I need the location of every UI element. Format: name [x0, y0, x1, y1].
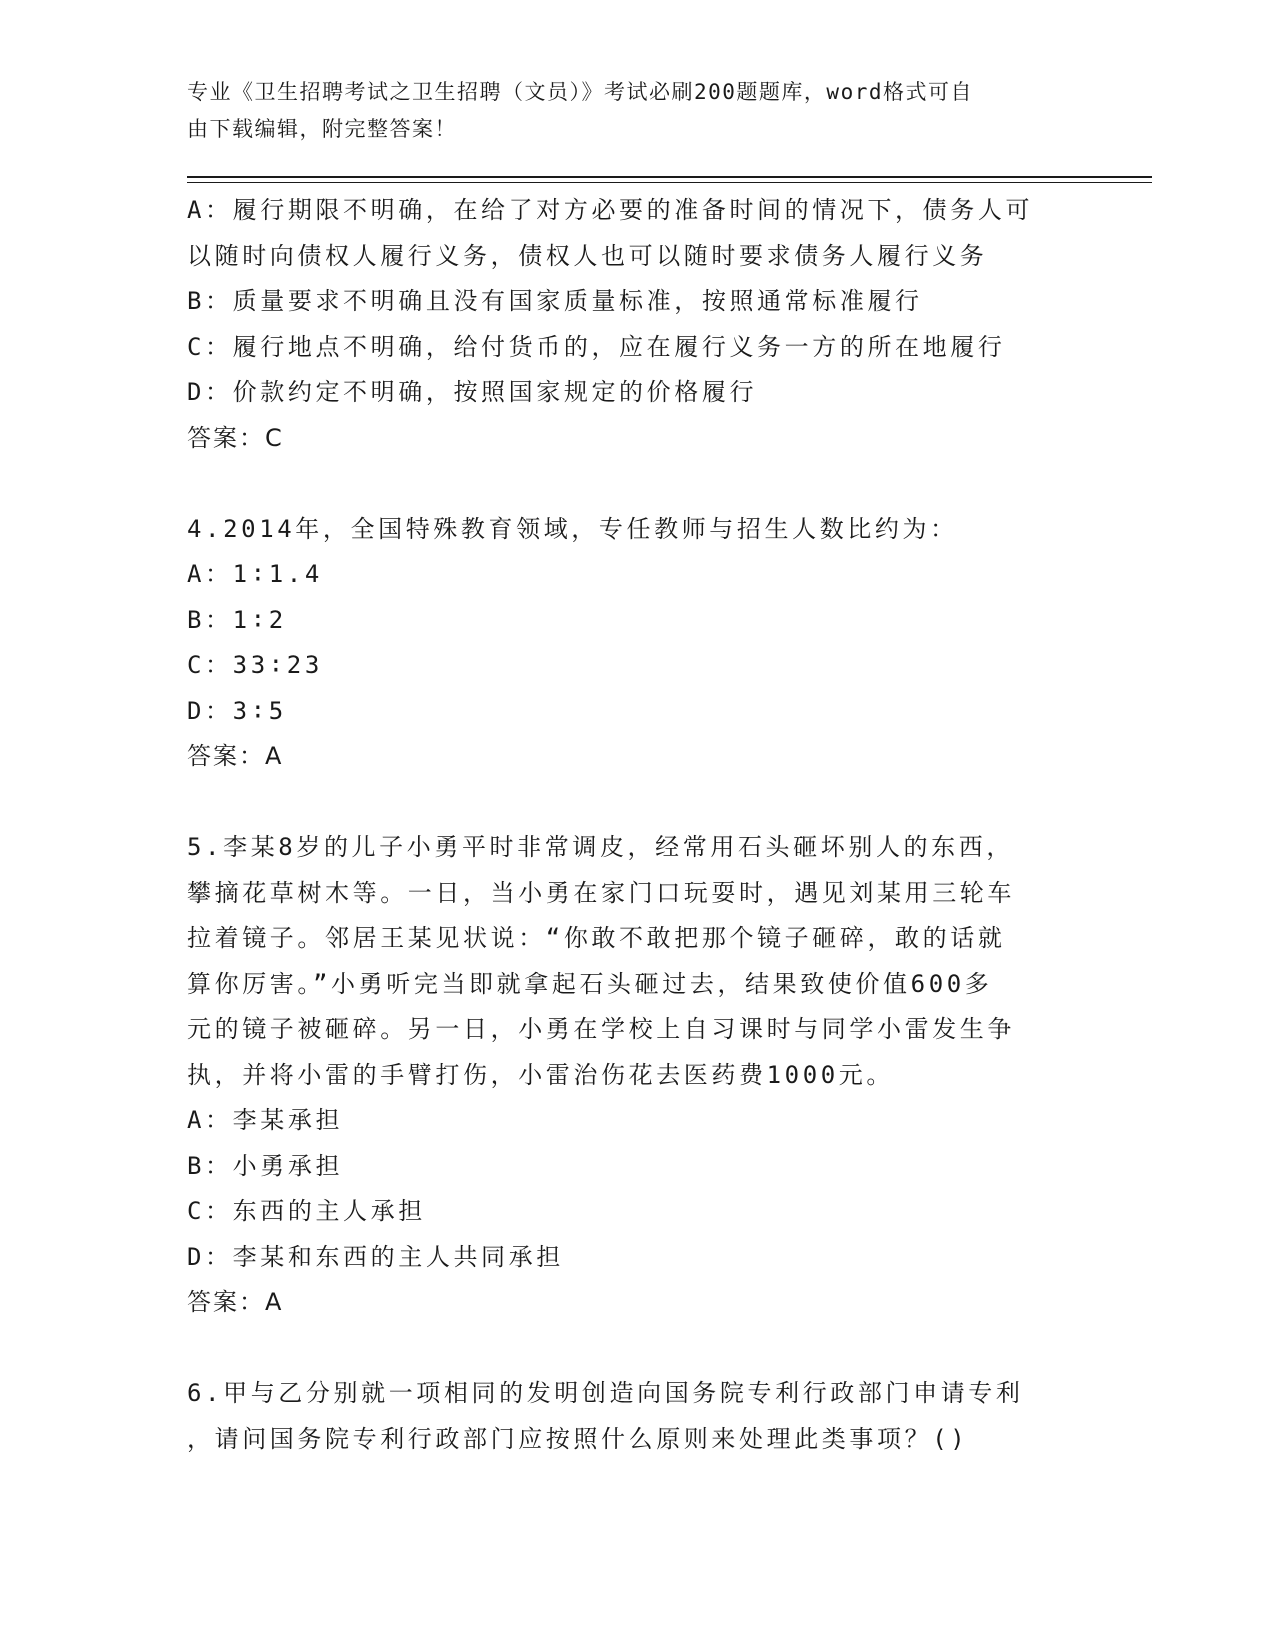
question-stem-line-5: 元的镜子被砸碎。另一日，小勇在学校上自习课时与同学小雷发生争: [187, 1015, 1015, 1043]
document-header: [187, 74, 1067, 148]
question-list: [187, 188, 1067, 1462]
option-a: A：1∶1.4: [187, 560, 323, 588]
question-4: [187, 507, 1067, 780]
header-divider-thick: [187, 176, 1152, 178]
answer: 答案：A: [187, 1288, 284, 1316]
question-stem-line-2: ，请问国务院专利行政部门应按照什么原则来处理此类事项？(): [187, 1424, 969, 1453]
question-stem-line-1: 5.李某8岁的儿子小勇平时非常调皮，经常用石头砸坏别人的东西，: [187, 833, 1014, 861]
option-a-line-2: 以随时向债权人履行义务，债权人也可以随时要求债务人履行义务: [187, 241, 988, 270]
question-3: [187, 188, 1067, 461]
question-stem-line-1: 6.甲与乙分别就一项相同的发明创造向国务院专利行政部门申请专利: [187, 1379, 1024, 1407]
option-b: B：小勇承担: [187, 1151, 344, 1180]
header-line-1: 专业《卫生招聘考试之卫生招聘（文员）》考试必刷200题题库，word格式可自: [187, 80, 973, 104]
option-b: B：质量要求不明确且没有国家质量标准，按照通常标准履行: [187, 287, 923, 315]
question-5: [187, 825, 1067, 1326]
option-d: D：李某和东西的主人共同承担: [187, 1242, 564, 1271]
question-stem: 4.2014年，全国特殊教育领域，专任教师与招生人数比约为：: [187, 514, 958, 543]
option-a: A：李某承担: [187, 1106, 344, 1134]
option-c: C：33∶23: [187, 651, 323, 679]
question-stem-line-6: 执，并将小雷的手臂打伤，小雷治伤花去医药费1000元。: [187, 1060, 894, 1089]
spacer: [187, 1326, 1067, 1372]
option-c: C：东西的主人承担: [187, 1197, 426, 1225]
option-d: D：3∶5: [187, 696, 287, 725]
spacer: [187, 461, 1067, 507]
answer: 答案：C: [187, 423, 284, 452]
question-stem-line-4: 算你厉害。”小勇听完当即就拿起石头砸过去，结果致使价值600多: [187, 969, 993, 998]
option-a-line-1: A：履行期限不明确，在给了对方必要的准备时间的情况下，债务人可: [187, 196, 1034, 224]
answer: 答案：A: [187, 742, 284, 770]
question-6: [187, 1371, 1067, 1462]
question-stem-line-2: 攀摘花草树木等。一日，当小勇在家门口玩耍时，遇见刘某用三轮车: [187, 878, 1015, 907]
header-line-2: 由下载编辑，附完整答案！: [187, 117, 457, 141]
question-stem-line-3: 拉着镜子。邻居王某见状说：“你敢不敢把那个镜子砸碎，敢的话就: [187, 924, 1006, 952]
spacer: [187, 780, 1067, 826]
header-divider-thin: [187, 182, 1152, 183]
option-b: B：1∶2: [187, 605, 287, 634]
option-d: D：价款约定不明确，按照国家规定的价格履行: [187, 378, 758, 406]
option-c: C：履行地点不明确，给付货币的，应在履行义务一方的所在地履行: [187, 332, 1006, 361]
